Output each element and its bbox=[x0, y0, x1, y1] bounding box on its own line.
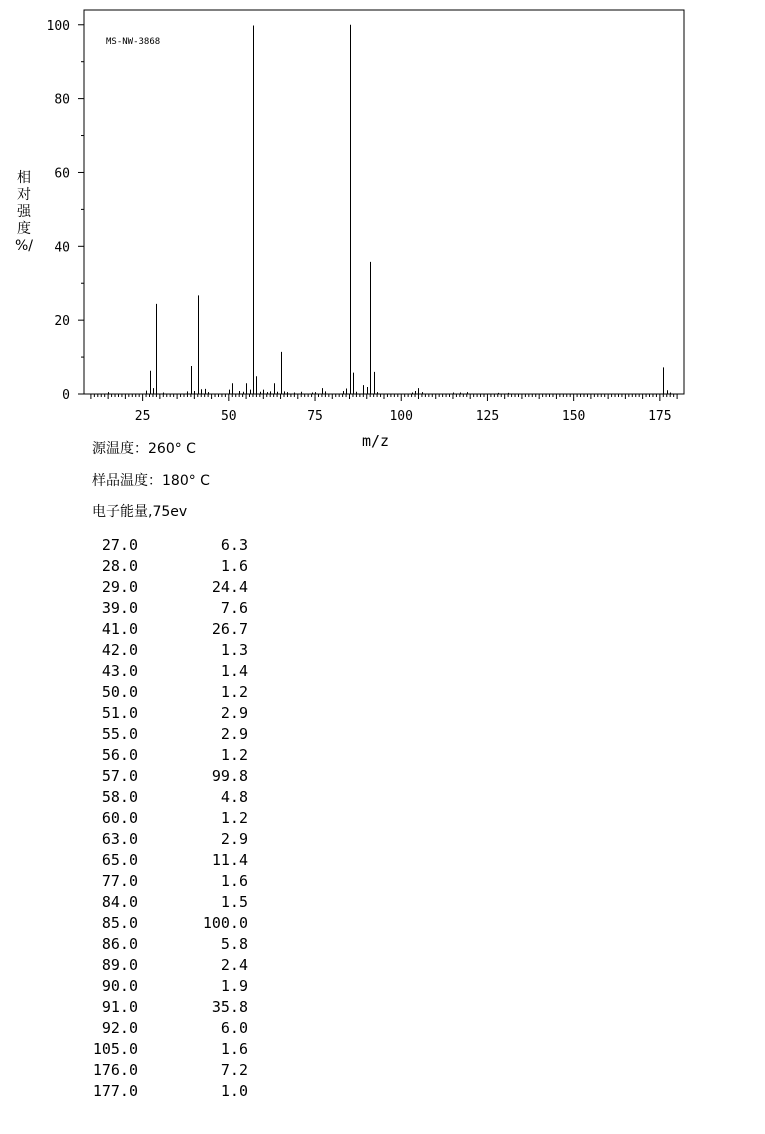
source-temperature: 源温度：260° C bbox=[92, 441, 196, 457]
peak-row bbox=[78, 934, 248, 955]
x-tick-label: 50 bbox=[220, 409, 237, 424]
peak-abundance: 6.0 bbox=[220, 1019, 248, 1037]
sample-temperature: 样品温度：180° C bbox=[92, 473, 210, 489]
peak-mz: 50.0 bbox=[101, 683, 138, 701]
spectrum-peaks bbox=[109, 25, 671, 394]
peak-abundance: 6.3 bbox=[220, 536, 248, 554]
peak-abundance: 2.9 bbox=[220, 704, 248, 722]
peak-mz: 86.0 bbox=[101, 935, 138, 953]
peak-abundance: 2.9 bbox=[220, 725, 248, 743]
x-tick-label: 100 bbox=[389, 409, 413, 424]
y-tick-label: 0 bbox=[62, 388, 70, 403]
peak-row bbox=[78, 1018, 248, 1039]
peak-mz: 84.0 bbox=[101, 893, 138, 911]
peak-row bbox=[78, 871, 248, 892]
spectrum-code: MS-NW-3868 bbox=[106, 37, 161, 47]
peak-abundance: 1.5 bbox=[220, 893, 248, 911]
peak-mz: 90.0 bbox=[101, 977, 138, 995]
peak-abundance: 1.6 bbox=[220, 557, 248, 575]
peak-abundance: 35.8 bbox=[211, 998, 248, 1016]
peak-row bbox=[78, 997, 248, 1018]
peak-row bbox=[78, 829, 248, 850]
peak-row bbox=[78, 703, 248, 724]
electron-energy: 电子能量,75ev bbox=[92, 504, 188, 520]
peak-mz: 56.0 bbox=[101, 746, 138, 764]
peak-mz: 85.0 bbox=[101, 914, 138, 932]
peak-row bbox=[78, 808, 248, 829]
x-tick-label: 150 bbox=[561, 409, 586, 424]
y-axis-label bbox=[14, 170, 34, 255]
peak-mz: 65.0 bbox=[101, 851, 138, 869]
peak-mz: 43.0 bbox=[101, 662, 138, 680]
peak-row bbox=[78, 1039, 248, 1060]
peak-mz: 28.0 bbox=[101, 557, 138, 575]
peak-mz: 42.0 bbox=[101, 641, 138, 659]
mass-spectrum-chart bbox=[0, 0, 765, 430]
y-axis-label-char: 度 bbox=[17, 221, 31, 237]
peak-abundance: 26.7 bbox=[211, 620, 248, 638]
peak-abundance: 1.6 bbox=[220, 872, 248, 890]
peak-mz: 77.0 bbox=[101, 872, 138, 890]
plot-frame bbox=[84, 10, 684, 394]
peak-abundance: 24.4 bbox=[211, 578, 248, 596]
peak-abundance: 7.2 bbox=[220, 1061, 248, 1079]
peak-abundance: 1.2 bbox=[220, 809, 248, 827]
peak-row bbox=[78, 766, 248, 787]
peak-row bbox=[78, 556, 248, 577]
peak-abundance: 1.4 bbox=[220, 662, 248, 680]
peak-mz: 89.0 bbox=[101, 956, 138, 974]
peak-row bbox=[78, 535, 248, 556]
peak-abundance: 1.2 bbox=[220, 746, 248, 764]
peak-row bbox=[78, 1081, 248, 1102]
peak-table bbox=[78, 535, 248, 1102]
peak-row bbox=[78, 577, 248, 598]
y-axis-label-char: 相 bbox=[17, 170, 31, 186]
peak-row bbox=[78, 640, 248, 661]
peak-row bbox=[78, 661, 248, 682]
peak-abundance: 1.9 bbox=[220, 977, 248, 995]
peak-mz: 92.0 bbox=[101, 1019, 138, 1037]
peak-mz: 176.0 bbox=[92, 1061, 138, 1079]
peak-mz: 41.0 bbox=[101, 620, 138, 638]
peak-row bbox=[78, 682, 248, 703]
peak-abundance: 2.9 bbox=[220, 830, 248, 848]
x-tick-label: 75 bbox=[307, 409, 323, 424]
x-tick-label: 25 bbox=[134, 409, 151, 424]
y-tick-label: 80 bbox=[54, 92, 70, 108]
peak-mz: 39.0 bbox=[101, 599, 138, 617]
peak-mz: 105.0 bbox=[92, 1040, 138, 1058]
peak-abundance: 7.6 bbox=[220, 599, 248, 617]
x-axis-label: m/z bbox=[362, 432, 390, 450]
y-tick-label: 20 bbox=[54, 314, 70, 330]
peak-row bbox=[78, 913, 248, 934]
peak-mz: 63.0 bbox=[101, 830, 138, 848]
y-axis-label-char: 强 bbox=[17, 204, 31, 220]
x-tick-label: 175 bbox=[648, 409, 672, 424]
peak-mz: 91.0 bbox=[101, 998, 138, 1016]
peak-mz: 55.0 bbox=[101, 725, 138, 743]
peak-mz: 177.0 bbox=[92, 1082, 138, 1100]
peak-row bbox=[78, 850, 248, 871]
y-tick-label: 100 bbox=[46, 18, 70, 34]
peak-mz: 29.0 bbox=[101, 578, 138, 596]
peak-mz: 27.0 bbox=[101, 536, 138, 554]
y-tick-label: 60 bbox=[54, 166, 70, 182]
peak-row bbox=[78, 955, 248, 976]
peak-mz: 51.0 bbox=[101, 704, 138, 722]
peak-mz: 57.0 bbox=[101, 767, 138, 785]
peak-row bbox=[78, 1060, 248, 1081]
peak-abundance: 100.0 bbox=[202, 914, 248, 932]
peak-row bbox=[78, 976, 248, 997]
peak-abundance: 1.2 bbox=[220, 683, 248, 701]
y-axis-label-char: %/ bbox=[14, 238, 34, 254]
peak-row bbox=[78, 724, 248, 745]
peak-row bbox=[78, 745, 248, 766]
x-tick-label: 125 bbox=[475, 409, 500, 424]
peak-row bbox=[78, 598, 248, 619]
peak-abundance: 1.0 bbox=[220, 1082, 248, 1100]
peak-abundance: 99.8 bbox=[211, 767, 248, 785]
peak-abundance: 5.8 bbox=[220, 935, 248, 953]
peak-mz: 58.0 bbox=[101, 788, 138, 806]
peak-row bbox=[78, 787, 248, 808]
axis-ticks bbox=[47, 19, 678, 424]
peak-mz: 60.0 bbox=[101, 809, 138, 827]
peak-row bbox=[78, 892, 248, 913]
peak-abundance: 4.8 bbox=[220, 788, 248, 806]
y-axis-label-char: 对 bbox=[17, 187, 31, 203]
peak-abundance: 2.4 bbox=[220, 956, 248, 974]
y-tick-label: 40 bbox=[54, 240, 70, 256]
peak-abundance: 1.3 bbox=[220, 641, 248, 659]
peak-row bbox=[78, 619, 248, 640]
peak-abundance: 1.6 bbox=[220, 1040, 248, 1058]
peak-abundance: 11.4 bbox=[211, 851, 248, 869]
